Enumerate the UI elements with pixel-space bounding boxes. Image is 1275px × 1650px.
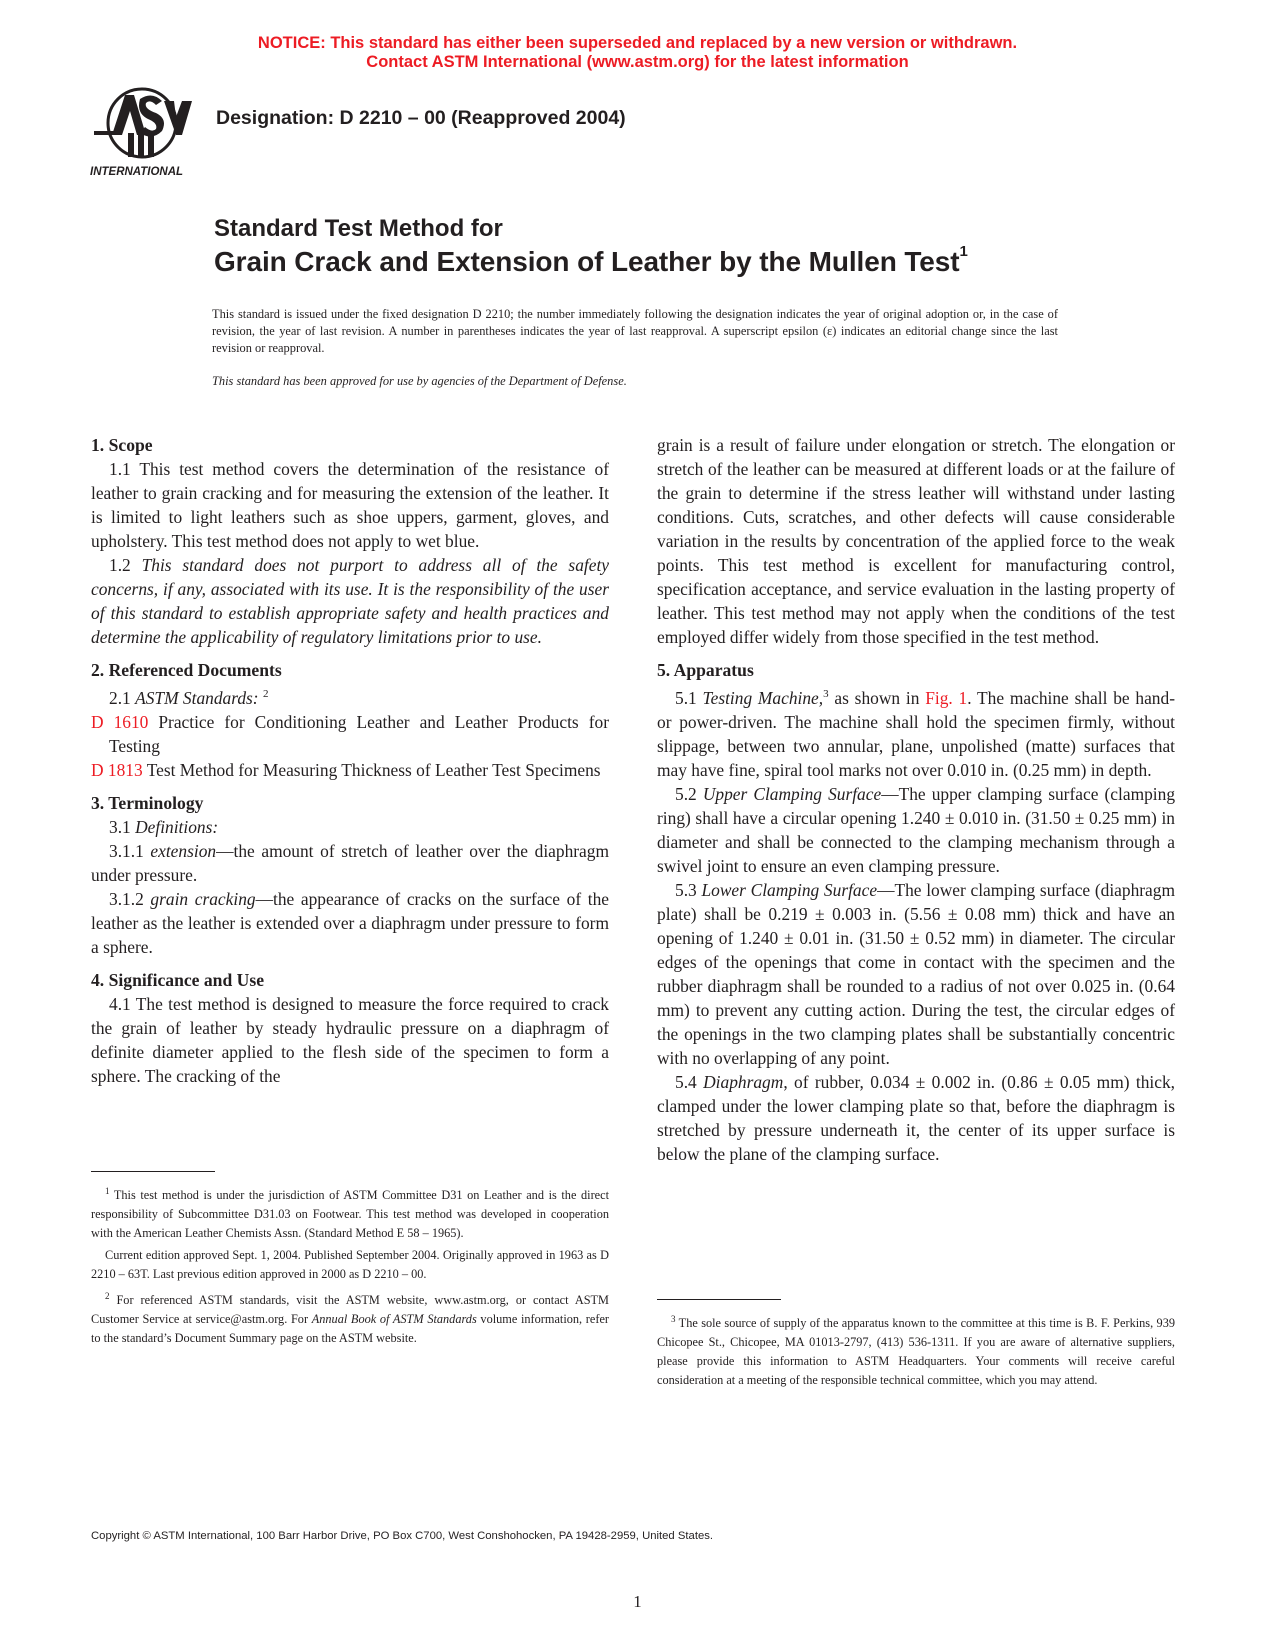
ref-link-d1813[interactable]: D 1813 — [91, 759, 143, 780]
term-extension — [91, 839, 609, 887]
para-number: 3.1 — [109, 816, 136, 837]
figure-1-link[interactable]: Fig. 1 — [925, 687, 968, 708]
footnote-3 — [657, 1310, 1175, 1390]
footnote-text: This test method is under the jurisdiction of ASTM Committee D31 on Leather and is the direct responsibility of Subcommittee D31.03 on Footwear. This test method was developed in cooperation with the American Leather Chemists Assn. (Standard Method E 58 – 1965). — [91, 1188, 609, 1241]
term: Upper Clamping Surface — [702, 783, 882, 804]
significance-4-1: 4.1 The test method is designed to measure the force required to crack the grain of leather by steady hydraulic pressure on a diaphragm of definite diameter applied to the flesh side of the specimen to form a sphere. The cracking of the — [91, 993, 609, 1086]
footnote-divider — [91, 1171, 215, 1172]
safety-statement: This standard does not purport to address all of the safety concerns, if any, associated with its use. It is the responsibility of the user of this standard to establish appropriate safety and health practices and determine the applicability of regulatory limitations prior to use. — [91, 555, 609, 647]
notice-line-2: Contact ASTM International (www.astm.org) for the latest information — [366, 53, 909, 71]
para-number: 3.1.1 — [109, 840, 151, 861]
para-number: 5.3 — [675, 879, 702, 900]
right-footnotes — [657, 1310, 1175, 1393]
footnote-mark: 1 — [105, 1186, 110, 1196]
astm-standards-label — [91, 682, 609, 710]
para-number: 5.1 — [675, 687, 703, 708]
para-number: 5.4 — [675, 1071, 704, 1092]
footnote-italic: Annual Book of ASTM Standards — [311, 1312, 477, 1327]
logo-text: INTERNATIONAL — [90, 166, 184, 178]
footnote-mark: 3 — [823, 688, 829, 700]
title-line-1: Standard Test Method for — [214, 215, 503, 242]
apparatus-5-4 — [657, 1070, 1175, 1166]
referenced-heading: 2. Referenced Documents — [91, 660, 282, 680]
apparatus-5-3 — [657, 878, 1175, 1070]
apparatus-5-2 — [657, 782, 1175, 878]
left-footnotes — [91, 1182, 609, 1351]
term-definition: —the amount of stretch of leather over the diaphragm under pressure. — [91, 840, 609, 885]
terminology-heading: 3. Terminology — [91, 792, 204, 813]
para-text: , of rubber, 0.034 ± 0.002 in. (0.86 ± 0.05 mm) thick, clamped under the lower clamping plate so that, before the diaphragm is stretched by pressure underneath it, the center of its upper surface is below the plane of the clamping surface. — [657, 1071, 1175, 1164]
reference-d1813 — [91, 758, 609, 782]
apparatus-5-1 — [657, 682, 1175, 782]
footnote-text: For referenced ASTM standards, visit the ASTM website, www.astm.org, or contact ASTM Customer Service at service@astm.org. For — [91, 1293, 609, 1327]
page-number: 1 — [633, 1592, 642, 1611]
astm-logo — [90, 83, 198, 183]
scope-1-1: 1.1 This test method covers the determination of the resistance of leather to grain cracking and for measuring the extension of the leather. It is limited to light leathers such as shoe uppers, garment, gloves, and upholstery. This test method does not apply to wet blue. — [91, 459, 609, 551]
withdrawal-notice — [0, 34, 1275, 72]
para-text: —The lower clamping surface (diaphragm plate) shall be 0.219 ± 0.003 in. (5.56 ± 0.08 mm) thick and have an opening of 1.240 ± 0.01 in. (31.50 ± 0.52 mm) in diameter. The circular edges of the openings that come in contact with the specimen and the rubber diaphragm shall be rounded to a radius of not over 0.025 in. (0.64 mm) to prevent any cutting action. During the test, the circular edges of the openings in the two clamping plates shall be substantially concentric with no overlapping of any point. — [657, 879, 1175, 1068]
ref-title: Practice for Conditioning Leather and Leather Products for Testing — [109, 711, 609, 756]
reference-d1610 — [91, 710, 609, 758]
term-grain-cracking — [91, 887, 609, 959]
footnote-mark: 3 — [671, 1314, 676, 1324]
footnote-text: volume information, refer to the standard’s Document Summary page on the ASTM website. — [91, 1312, 609, 1346]
apparatus-heading: 5. Apparatus — [657, 660, 754, 680]
significance-heading: 4. Significance and Use — [91, 969, 265, 990]
notice-line-1: NOTICE: This standard has either been superseded and replaced by a new version or withdrawn. — [257, 34, 1018, 52]
footnote-text: The sole source of supply of the apparatus known to the committee at this time is B. F. Perkins, 939 Chicopee St., Chicopee, MA 01013-2797, (413) 536-1311. If you are aware of alternative suppliers, please provide this information to ASTM Headquarters. Your comments will receive careful consideration at a meeting of the responsible technical committee, which you may attend. — [657, 1316, 1175, 1388]
term: Testing Machine, — [702, 687, 824, 708]
footnote-mark: 2 — [105, 1291, 110, 1302]
para-number: 2.1 — [109, 687, 136, 708]
term: Diaphragm — [703, 1071, 784, 1092]
title-line-2 — [214, 243, 968, 278]
para-number: 1.2 — [109, 555, 142, 575]
term: extension — [150, 840, 217, 861]
left-column — [91, 433, 609, 1088]
sub-label: Definitions: — [135, 816, 219, 837]
term-definition: —the appearance of cracks on the surface of the leather as the leather is extended over a diaphragm under pressure to form a sphere. — [91, 888, 609, 957]
scope-heading: 1. Scope — [91, 435, 153, 455]
issue-note: This standard is issued under the fixed designation D 2210; the number immediately following the designation indicates the year of original adoption or, in the case of revision, the year of last revision. A number in parentheses indicates the year of last reapproval. A superscript epsilon (ε) indicates an editorial change since the last revision or reapproval. — [212, 307, 1058, 355]
scope-1-2 — [91, 553, 609, 649]
astm-logo-icon — [90, 83, 198, 183]
footnote-mark: 2 — [262, 688, 269, 700]
ref-link-d1610[interactable]: D 1610 — [91, 711, 149, 732]
designation: Designation: D 2210 – 00 (Reapproved 2004) — [216, 107, 626, 129]
para-number: 5.2 — [675, 783, 703, 804]
sub-label: ASTM Standards: — [135, 687, 259, 708]
definitions-label — [91, 815, 609, 839]
para-text: as shown in — [828, 687, 926, 708]
title-text: Grain Crack and Extension of Leather by the Mullen Test — [214, 246, 960, 277]
right-column — [657, 433, 1175, 1166]
term: grain cracking — [150, 888, 256, 909]
footnote-divider — [657, 1299, 781, 1300]
term: Lower Clamping Surface — [701, 879, 878, 900]
copyright: Copyright © ASTM International, 100 Barr Harbor Drive, PO Box C700, West Conshohocken, PA 19428-2959, United States. — [91, 1530, 714, 1542]
ref-title: Test Method for Measuring Thickness of Leather Test Specimens — [142, 759, 601, 780]
footnote-1 — [91, 1182, 609, 1243]
title-footnote-mark: 1 — [959, 243, 968, 260]
footnote-2 — [91, 1287, 609, 1348]
dod-note: This standard has been approved for use by agencies of the Department of Defense. — [212, 374, 627, 388]
significance-continued: grain is a result of failure under elongation or stretch. The elongation or stretch of the leather can be measured at different loads or at the failure of the grain to determine if the stress leather will withstand under lasting conditions. Cuts, scratches, and other defects will cause considerable variation in the results by concentration of the applied force to the weak points. This test method is excellent for manufacturing control, specification acceptance, and service evaluation in the lasting property of leather. This test method may not apply when the conditions of the test employed differ widely from those specified in the test method. — [657, 435, 1175, 647]
para-number: 3.1.2 — [109, 888, 151, 909]
para-text: —The upper clamping surface (clamping ring) shall have a circular opening 1.240 ± 0.010 in. (31.50 ± 0.25 mm) in diameter and shall be connected to the clamping mechanism through a swivel joint to ensure an even clamping pressure. — [657, 783, 1176, 876]
para-text: . The machine shall be hand- or power-driven. The machine shall hold the specimen firmly, without slippage, between two annular, plane, unpolished (matte) surfaces that may have fine, spiral tool marks not over 0.010 in. (0.25 mm) in depth. — [657, 687, 1175, 780]
footnote-1-edition: Current edition approved Sept. 1, 2004. Published September 2004. Originally approved in 1963 as D 2210 – 63T. Last previous edition approved in 2000 as D 2210 – 00. — [91, 1248, 609, 1282]
